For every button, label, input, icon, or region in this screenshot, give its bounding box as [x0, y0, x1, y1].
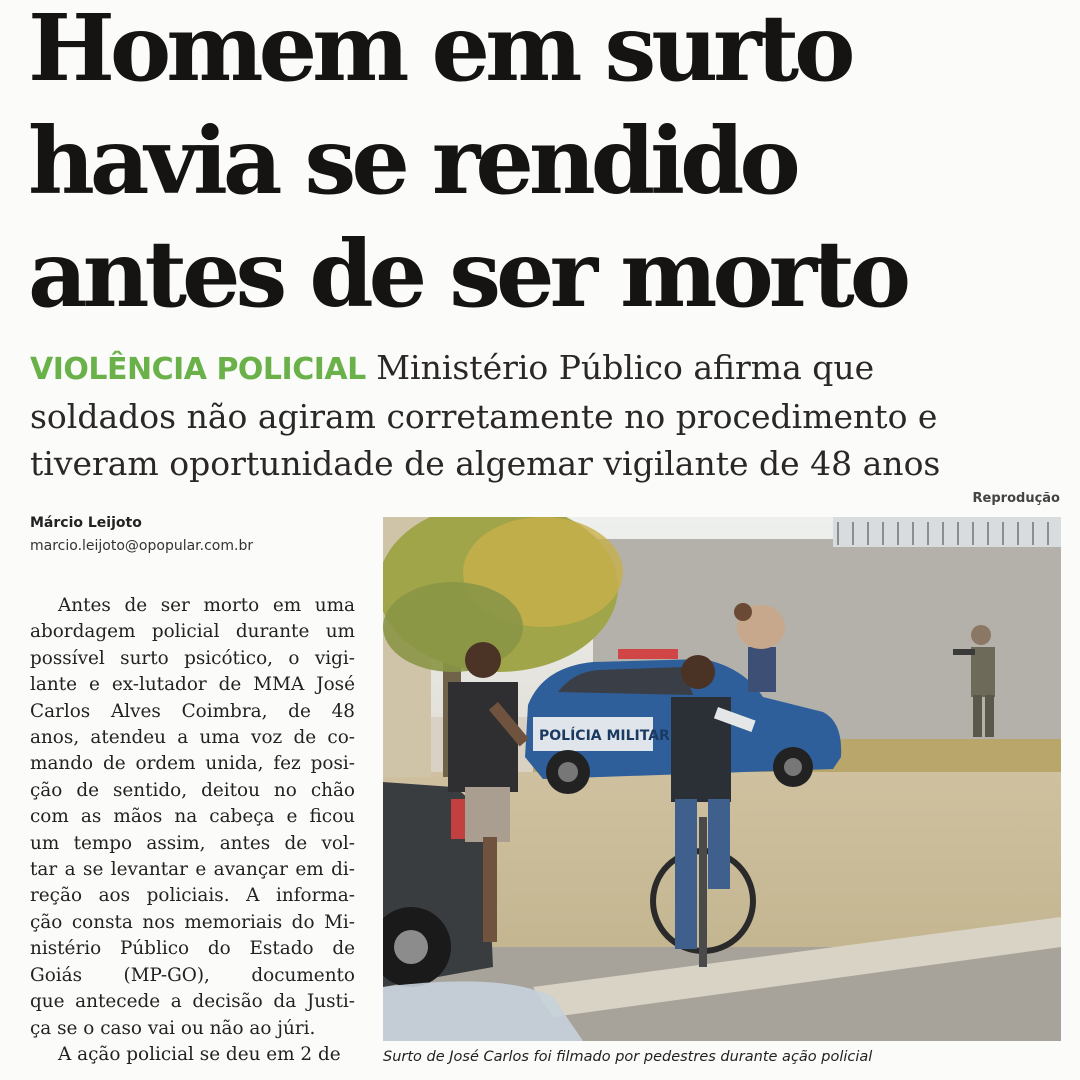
body-line: Goiás (MP-GO), documento [30, 964, 355, 986]
subheadline [30, 344, 1060, 487]
photo-credit: Reprodução [972, 491, 1060, 506]
car-lettering: POLÍCIA MILITAR [539, 728, 670, 744]
body-line: Antes de ser morto em uma [58, 595, 355, 616]
author-name: Márcio Leijoto [30, 515, 142, 531]
body-line: um tempo assim, antes de vol- [30, 832, 355, 854]
subheadline-line-3: tiveram oportunidade de algemar vigilante de 48 anos [30, 444, 941, 483]
author-email: marcio.leijoto@opopular.com.br [30, 538, 254, 554]
headline-line-3: antes de ser morto [28, 220, 907, 328]
subheadline-line-1 [30, 344, 1060, 393]
body-line: reção aos policiais. A informa- [30, 885, 355, 907]
body-line: com as mãos na cabeça e ficou [30, 806, 355, 828]
body-line: ção consta nos memoriais do Mi- [30, 911, 355, 933]
body-line: anos, atendeu a uma voz de co- [30, 727, 355, 749]
body-line: possível surto psicótico, o vigi- [30, 647, 355, 669]
body-line: Carlos Alves Coimbra, de 48 [30, 700, 355, 722]
body-line: nistério Público do Estado de [30, 938, 355, 960]
body-line: A ação policial se deu em 2 de [58, 1043, 341, 1065]
photo-caption: Surto de José Carlos foi filmado por pedestres durante ação policial [383, 1049, 873, 1065]
subheadline-line-2: soldados não agiram corretamente no procedimento e [30, 397, 938, 436]
body-line: ça se o caso vai ou não ao júri. [30, 1017, 316, 1039]
body-line: ção de sentido, deitou no chão [30, 779, 355, 801]
section-kicker: VIOLÊNCIA POLICIAL [30, 352, 366, 387]
subheadline-text: Ministério Público afirma que [365, 348, 875, 387]
body-line: tar a se levantar e avançar em di- [30, 859, 355, 881]
body-line: lante e ex-lutador de MMA José [30, 674, 355, 696]
headline-line-2: havia se rendido [28, 107, 796, 215]
photo-illustration [383, 517, 1061, 1041]
headline [28, 0, 1068, 331]
headline-line-1: Homem em surto [28, 0, 851, 102]
body-line: mando de ordem unida, fez posi- [30, 753, 355, 775]
news-photo [383, 517, 1061, 1041]
body-line: abordagem policial durante um [30, 621, 355, 643]
body-line: que antecede a decisão da Justi- [30, 991, 355, 1013]
article-body [30, 593, 355, 1068]
